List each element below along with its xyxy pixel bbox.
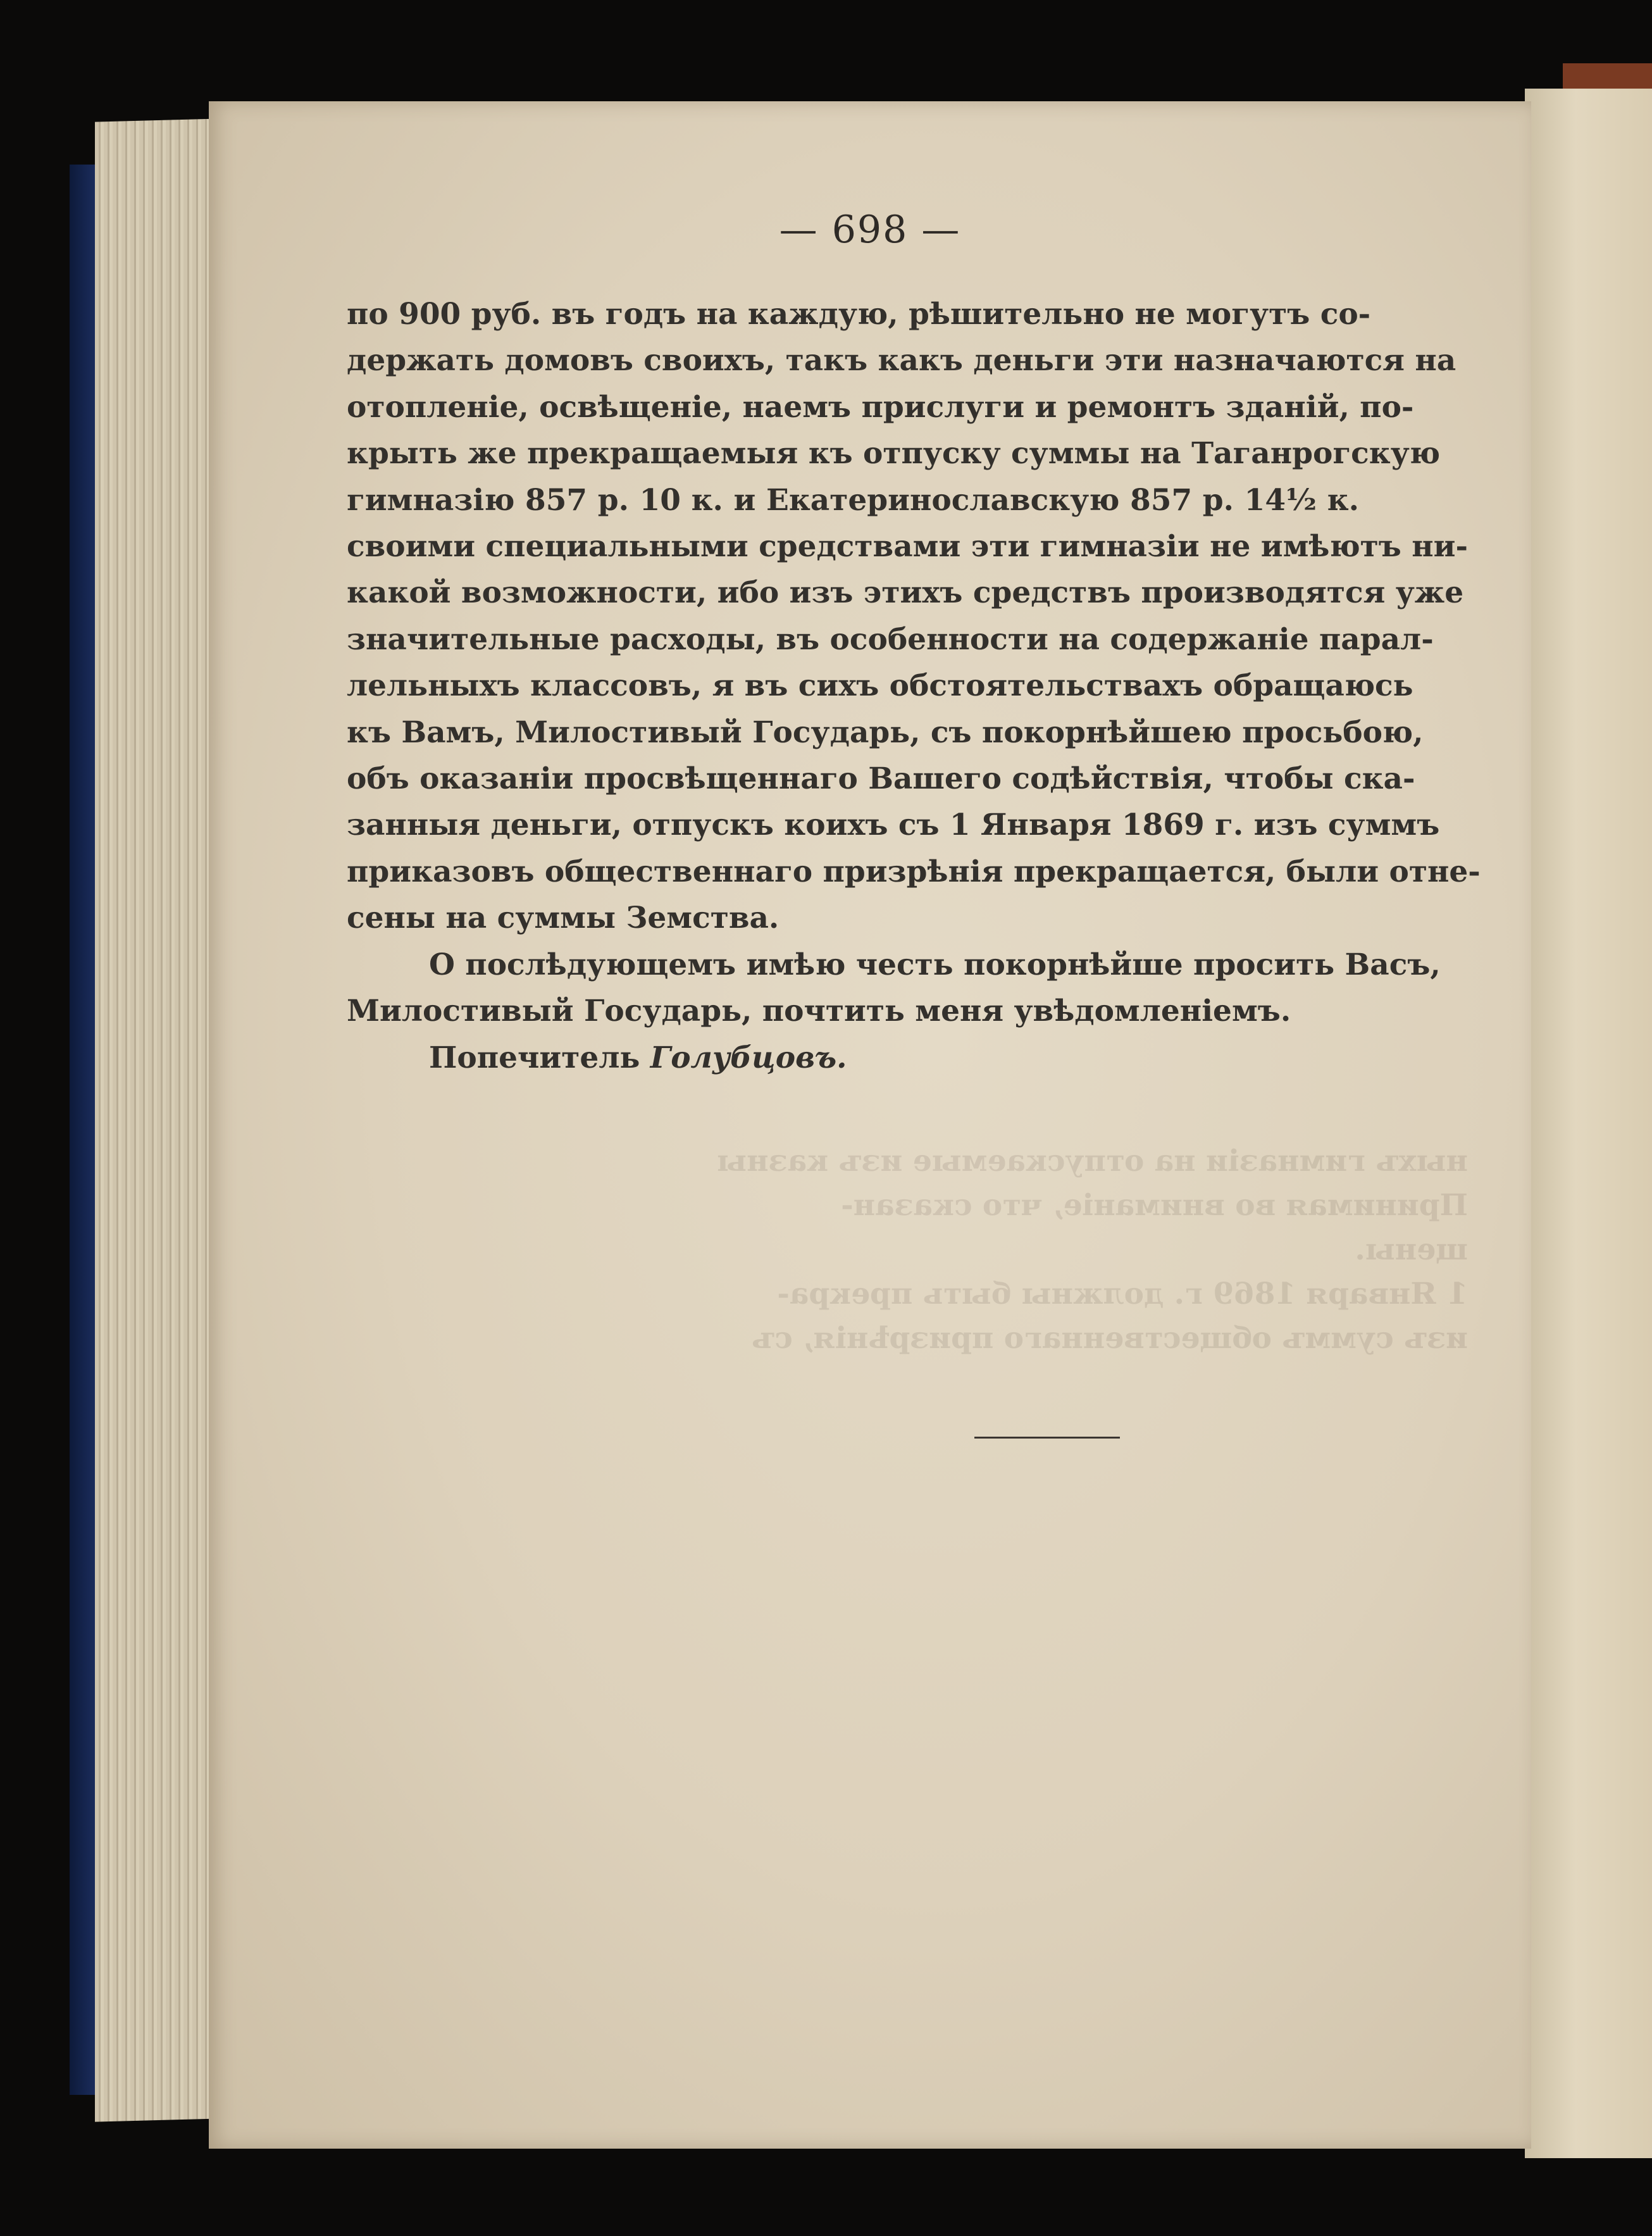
text-line: занныя деньги, отпускъ коихъ съ 1 Января 1869 г. изъ суммъ (347, 808, 1440, 843)
text-line: крыть же прекращаемыя къ отпуску суммы на Таганрогскую (347, 436, 1441, 472)
text-line: своими специальными средствами эти гимназіи не имѣютъ ни- (347, 529, 1468, 565)
text-line: объ оказаніи просвѣщеннаго Вашего содѣйствія, чтобы ска- (347, 761, 1415, 797)
text-line: гимназію 857 р. 10 к. и Екатеринославскую 857 р. 14½ к. (347, 482, 1359, 518)
end-rule (974, 1437, 1120, 1439)
text-line: значительные расходы, въ особенности на содержаніе парал- (347, 621, 1434, 657)
letter-body (347, 291, 1481, 1081)
text-line: держать домовъ своихъ, такъ какъ деньги эти назначаются на (347, 343, 1456, 378)
signature-title: Попечитель (429, 1040, 640, 1075)
book-page (209, 101, 1531, 2149)
signature (347, 1035, 1359, 1081)
text-line: къ Вамъ, Милостивый Государь, съ покорнѣйшею просьбою, (347, 715, 1424, 750)
closing-line: О послѣдующемъ имѣю честь покорнѣйше просить Васъ, (429, 947, 1441, 982)
bleed-through-text: ныхъ гимназіи на отпускаемые изъ казны Принимая во вниманіе, что сказан- щены. 1 Января 1869 г. должны быть прекра- изъ суммъ общественнаго призрѣнія, съ (717, 1144, 1468, 1356)
page-number: — 698 — (779, 208, 961, 252)
text-line: сены на суммы Земства. (347, 901, 779, 936)
text-line: приказовъ общественнаго призрѣнія прекращается, были отне- (347, 854, 1481, 889)
facing-page-right (1525, 89, 1652, 2158)
text-line: лельныхъ классовъ, я въ сихъ обстоятельствахъ обращаюсь (347, 668, 1413, 704)
text-line: какой возможности, ибо изъ этихъ средствъ производятся уже (347, 575, 1464, 611)
closing-line: Милостивый Государь, почтить меня увѣдомленіемъ. (347, 994, 1291, 1029)
text-line: отопленіе, освѣщеніе, наемъ прислуги и ремонтъ зданій, по- (347, 389, 1414, 425)
text-line: по 900 руб. въ годъ на каждую, рѣшительно не могутъ со- (347, 297, 1371, 332)
page-edges-left (95, 118, 221, 2121)
signature-name: Голубцовъ. (650, 1040, 847, 1075)
